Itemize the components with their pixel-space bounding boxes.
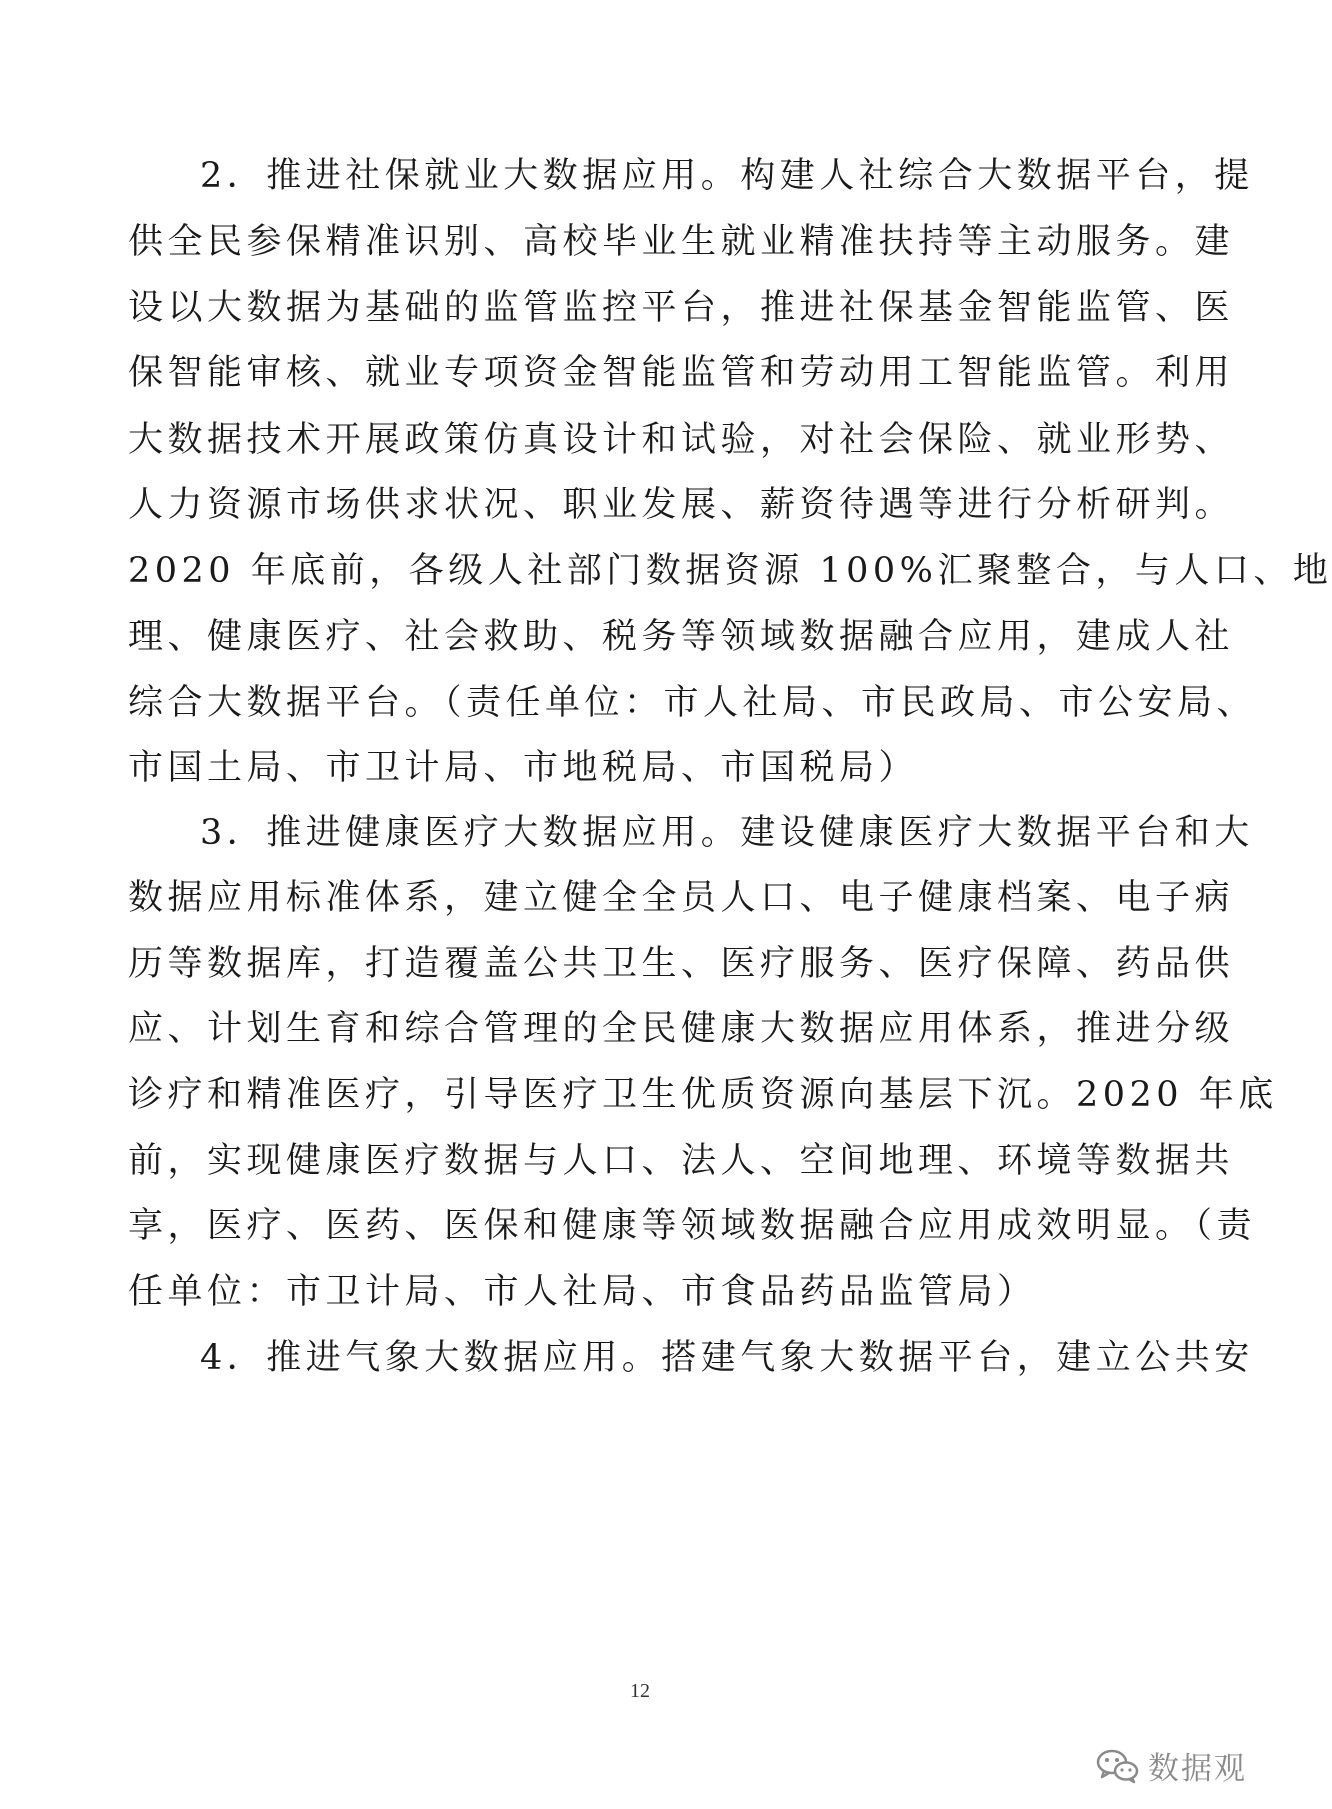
watermark <box>1096 1748 1247 1788</box>
text-line: 前，实现健康医疗数据与人口、法人、空间地理、环境等数据共 <box>128 1141 1235 1181</box>
text-line: 大数据技术开展政策仿真设计和试验，对社会保险、就业形势、 <box>128 420 1235 460</box>
text-line: 3．推进健康医疗大数据应用。建设健康医疗大数据平台和大 <box>200 813 1254 853</box>
text-line: 享，医疗、医药、医保和健康等领域数据融合应用成效明显。（责 <box>128 1206 1257 1246</box>
text-line: 4．推进气象大数据应用。搭建气象大数据平台，建立公共安 <box>200 1338 1254 1378</box>
text-line: 诊疗和精准医疗，引导医疗卫生优质资源向基层下沉。2020 年底 <box>128 1075 1278 1115</box>
text-line: 保智能审核、就业专项资金智能监管和劳动用工智能监管。利用 <box>128 353 1235 393</box>
text-line: 数据应用标准体系，建立健全全员人口、电子健康档案、电子病 <box>128 878 1235 918</box>
text-line: 设以大数据为基础的监管监控平台，推进社保基金智能监管、医 <box>128 288 1235 328</box>
text-line: 理、健康医疗、社会救助、税务等领域数据融合应用，建成人社 <box>128 617 1235 657</box>
text-line: 历等数据库，打造覆盖公共卫生、医疗服务、医疗保障、药品供 <box>128 944 1235 984</box>
text-line: 人力资源市场供求状况、职业发展、薪资待遇等进行分析研判。 <box>128 485 1235 525</box>
page-number: 12 <box>630 1680 650 1702</box>
text-line: 综合大数据平台。（责任单位：市人社局、市民政局、市公安局、 <box>128 683 1257 723</box>
svg-text:数据观: 数据观 <box>1148 1751 1247 1787</box>
text-line: 应、计划生育和综合管理的全民健康大数据应用体系，推进分级 <box>128 1009 1235 1049</box>
text-line: 市国土局、市卫计局、市地税局、市国税局） <box>128 748 919 788</box>
wechat-icon <box>1096 1748 1140 1788</box>
text-line: 2020 年底前，各级人社部门数据资源 100%汇聚整合，与人口、地 <box>128 551 1332 591</box>
watermark-label <box>1148 1750 1247 1787</box>
text-line: 任单位：市卫计局、市人社局、市食品药品监管局） <box>128 1272 1037 1312</box>
text-line: 2．推进社保就业大数据应用。构建人社综合大数据平台，提 <box>200 156 1254 196</box>
text-line: 供全民参保精准识别、高校毕业生就业精准扶持等主动服务。建 <box>128 222 1235 262</box>
